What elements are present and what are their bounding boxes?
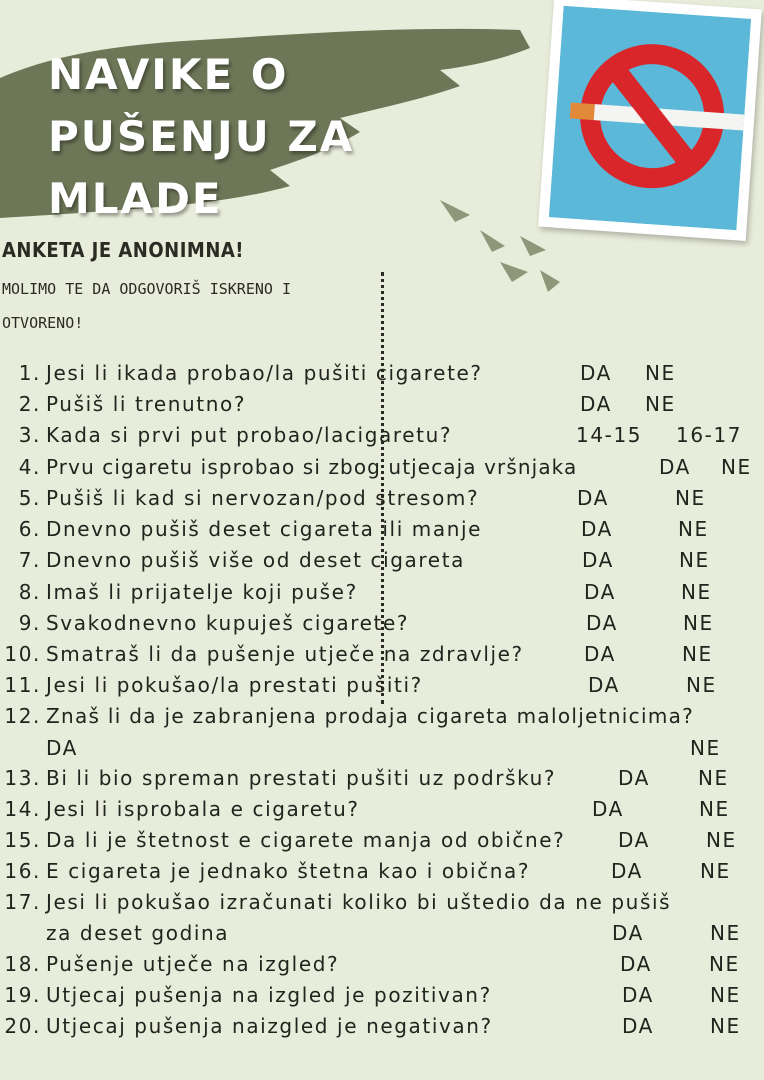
answer-da[interactable]: DA <box>611 859 643 883</box>
question-number: 4. <box>18 455 41 479</box>
instruction-line-2: OTVORENO! <box>2 314 84 332</box>
question-number: 1. <box>18 361 41 385</box>
answer-ne[interactable]: NE <box>710 983 741 1007</box>
question-text: Pušiš li kad si nervozan/pod stresom? <box>46 486 480 510</box>
question-number: 10. <box>4 642 41 666</box>
question-20 <box>0 1014 764 1045</box>
question-number: 6. <box>18 517 41 541</box>
answer-14-15[interactable]: 14-15 <box>576 423 643 447</box>
answer-da[interactable]: DA <box>581 517 613 541</box>
no-smoking-icon <box>549 6 751 231</box>
question-text: Da li je štetnost e cigarete manja od obične? <box>46 828 566 852</box>
question-19 <box>0 983 764 1014</box>
answer-da[interactable]: DA <box>584 580 616 604</box>
answer-ne[interactable]: NE <box>678 517 709 541</box>
answer-da[interactable]: DA <box>577 486 609 510</box>
answer-da[interactable]: DA <box>584 642 616 666</box>
answer-ne[interactable]: NE <box>675 486 706 510</box>
question-text: E cigareta je jednako štetna kao i obična? <box>46 859 531 883</box>
question-number: 5. <box>18 486 41 510</box>
answer-ne[interactable]: NE <box>710 1014 741 1038</box>
answer-ne[interactable]: NE <box>698 766 729 790</box>
answer-da[interactable]: DA <box>582 548 614 572</box>
answer-da[interactable]: DA <box>622 1014 654 1038</box>
question-12 <box>0 704 764 766</box>
answer-ne[interactable]: NE <box>700 859 731 883</box>
answer-ne[interactable]: NE <box>683 611 714 635</box>
question-16 <box>0 859 764 890</box>
question-number: 12. <box>4 704 41 728</box>
question-text: Bi li bio spreman prestati pušiti uz podršku? <box>46 766 557 790</box>
answer-da[interactable]: DA <box>46 736 78 760</box>
answer-da[interactable]: DA <box>620 952 652 976</box>
poster-title <box>48 44 388 230</box>
question-6 <box>0 517 764 548</box>
answer-ne[interactable]: NE <box>709 952 740 976</box>
question-text: Smatraš li da pušenje utječe na zdravlje? <box>46 642 524 666</box>
question-number: 13. <box>4 766 41 790</box>
question-2 <box>0 392 764 423</box>
instructions <box>2 272 402 340</box>
answer-ne[interactable]: NE <box>681 580 712 604</box>
question-text: Jesi li ikada probao/la pušiti cigarete? <box>46 361 483 385</box>
question-17 <box>0 890 764 952</box>
answer-ne[interactable]: NE <box>706 828 737 852</box>
answer-da[interactable]: DA <box>622 983 654 1007</box>
title-line-1: NAVIKE O <box>48 50 289 99</box>
question-number: 20. <box>4 1014 41 1038</box>
question-number: 8. <box>18 580 41 604</box>
answer-da[interactable]: DA <box>592 797 624 821</box>
answer-da[interactable]: DA <box>659 455 691 479</box>
answer-da[interactable]: DA <box>612 921 644 945</box>
question-text: Svakodnevno kupuješ cigarete? <box>46 611 410 635</box>
question-text: Pušenje utječe na izgled? <box>46 952 340 976</box>
question-8 <box>0 580 764 611</box>
answer-ne[interactable]: NE <box>682 642 713 666</box>
question-number: 18. <box>4 952 41 976</box>
answer-da[interactable]: DA <box>588 673 620 697</box>
question-3 <box>0 423 764 454</box>
question-text: Utjecaj pušenja naizgled je negativan? <box>46 1014 493 1038</box>
question-text: Znaš li da je zabranjena prodaja cigareta maloljetnicima? <box>46 704 695 728</box>
question-15 <box>0 828 764 859</box>
question-number: 3. <box>18 423 41 447</box>
answer-da[interactable]: DA <box>618 766 650 790</box>
answer-16-17[interactable]: 16-17 <box>676 423 743 447</box>
answer-ne[interactable]: NE <box>645 392 676 416</box>
answer-ne[interactable]: NE <box>710 921 741 945</box>
question-13 <box>0 766 764 797</box>
question-number: 11. <box>4 673 41 697</box>
instruction-line-1: MOLIMO TE DA ODGOVORIŠ ISKRENO I <box>2 280 291 298</box>
question-text: Imaš li prijatelje koji puše? <box>46 580 358 604</box>
answer-da[interactable]: DA <box>618 828 650 852</box>
question-text: Jesi li isprobala e cigaretu? <box>46 797 360 821</box>
question-text: Prvu cigaretu isprobao si zbog utjecaja vršnjaka <box>46 455 578 479</box>
question-11 <box>0 673 764 704</box>
question-9 <box>0 611 764 642</box>
answer-ne[interactable]: NE <box>645 361 676 385</box>
no-smoking-photo <box>538 0 762 241</box>
answer-ne[interactable]: NE <box>686 673 717 697</box>
question-text: Dnevno pušiš više od deset cigareta <box>46 548 465 572</box>
question-14 <box>0 797 764 828</box>
title-line-3: MLADE <box>48 174 223 223</box>
question-1 <box>0 361 764 392</box>
answer-da[interactable]: DA <box>586 611 618 635</box>
question-number: 15. <box>4 828 41 852</box>
question-text: Utjecaj pušenja na izgled je pozitivan? <box>46 983 492 1007</box>
question-number: 14. <box>4 797 41 821</box>
answer-ne[interactable]: NE <box>690 736 721 760</box>
question-number: 16. <box>4 859 41 883</box>
question-number: 7. <box>18 548 41 572</box>
anonymous-note: ANKETA JE ANONIMNA! <box>2 238 244 262</box>
question-number: 17. <box>4 890 41 914</box>
answer-da[interactable]: DA <box>580 361 612 385</box>
question-text: Kada si prvi put probao/lacigaretu? <box>46 423 453 447</box>
answer-da[interactable]: DA <box>580 392 612 416</box>
question-text: Jesi li pokušao izračunati koliko bi uštedio da ne pušiš <box>46 890 672 914</box>
question-number: 19. <box>4 983 41 1007</box>
answer-ne[interactable]: NE <box>699 797 730 821</box>
question-text-line-2: za deset godina <box>46 921 230 945</box>
answer-ne[interactable]: NE <box>721 455 752 479</box>
question-text: Jesi li pokušao/la prestati pušiti? <box>46 673 423 697</box>
question-10 <box>0 642 764 673</box>
question-text: Dnevno pušiš deset cigareta ili manje <box>46 517 483 541</box>
question-4 <box>0 455 764 486</box>
question-18 <box>0 952 764 983</box>
question-number: 9. <box>18 611 41 635</box>
question-5 <box>0 486 764 517</box>
question-number: 2. <box>18 392 41 416</box>
answer-ne[interactable]: NE <box>679 548 710 572</box>
title-line-2: PUŠENJU ZA <box>48 112 355 161</box>
question-7 <box>0 548 764 579</box>
question-text: Pušiš li trenutno? <box>46 392 247 416</box>
